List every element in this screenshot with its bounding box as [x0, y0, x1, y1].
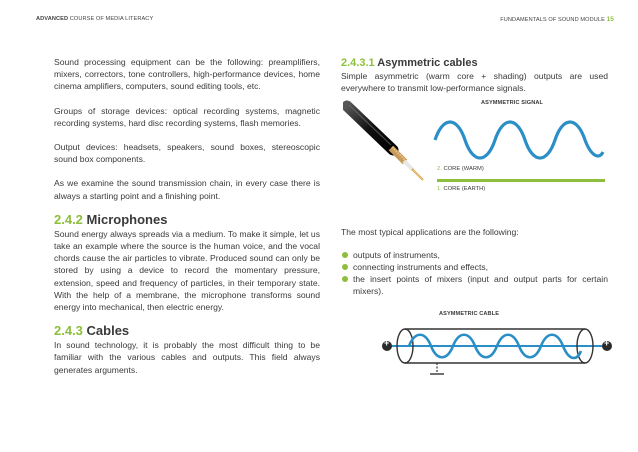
asymmetric-cable-figure	[341, 307, 608, 397]
label-core-earth-number: 1.	[437, 186, 442, 193]
heading-microphones	[54, 212, 320, 228]
heading-microphones-title: Microphones	[82, 211, 168, 227]
paragraph-chain: As we examine the sound transmission chain, in every case there is always a starting point and a finishing point.	[54, 178, 320, 201]
bullet-dot-icon	[342, 264, 348, 270]
terminal-plus-right: +	[604, 338, 610, 349]
right-column	[341, 56, 608, 397]
bullet-dot-icon	[342, 252, 348, 258]
cable-photo-illustration	[343, 98, 433, 188]
sine-wave-warm-core	[435, 122, 603, 158]
heading-asymmetric-cables	[341, 56, 608, 70]
label-core-warm-number: 2.	[437, 166, 442, 173]
running-header-left	[36, 16, 153, 22]
terminal-plus-left: +	[384, 338, 390, 349]
header-course-bold: ADVANCED	[36, 16, 69, 22]
bullet-dot-icon	[342, 276, 348, 282]
label-core-warm-text: CORE (WARM)	[441, 166, 484, 173]
earth-line	[437, 179, 605, 182]
list-item	[341, 249, 608, 261]
cable-diagram-graphic	[377, 321, 617, 383]
list-item	[341, 273, 608, 297]
paragraph-processing: Sound processing equipment can be the following: preamplifiers, mixers, correctors, tone controllers, high-performance devices, home cinema amplifiers, computers, sound editing tools, etc.	[54, 57, 320, 92]
sine-wave-graphic	[433, 112, 605, 168]
list-item-text: the insert points of mixers (input and output parts for certain mixers).	[353, 274, 608, 297]
list-item-text: connecting instruments and effects,	[353, 261, 489, 272]
list-item	[341, 261, 608, 273]
paragraph-asymmetric: Simple asymmetric (warm core + shading) outputs are used everywhere to transmit low-performance signals.	[341, 71, 608, 94]
heading-cables	[54, 323, 320, 339]
paragraph-storage: Groups of storage devices: optical recording systems, magnetic recording systems, hard disc recording systems, flash memories.	[54, 105, 320, 128]
paragraph-applications-intro: The most typical applications are the following:	[341, 227, 519, 238]
heading-microphones-number: 2.4.2	[54, 211, 83, 227]
page-number: 15	[606, 16, 614, 23]
running-header-right	[500, 16, 614, 23]
label-core-earth	[437, 186, 485, 192]
applications-list	[341, 249, 608, 298]
asymmetric-signal-figure	[341, 94, 608, 194]
list-item-text: outputs of instruments,	[353, 249, 440, 260]
paragraph-output: Output devices: headsets, speakers, sound boxes, stereoscopic sound box components.	[54, 142, 320, 165]
label-core-warm	[437, 166, 484, 172]
paragraph-cables: In sound technology, it is probably the most difficult thing to be familiar with the various cables and outputs. This field always generates arguments.	[54, 340, 320, 375]
heading-cables-title: Cables	[82, 323, 130, 339]
paragraph-microphones: Sound energy always spreads via a medium. To make it simple, let us take an example where the source is the human voice, and the vocal chords cause the air particles to vibrate. Produced sound can only be stored by using a device to record the momentary pressure, extension, speed and frequency of particles, in their temporary state. With the help of a membrane, the microphone transforms sound energy into mechanical, then electric energy.	[54, 228, 320, 313]
header-course-rest: COURSE OF MEDIA LITERACY	[68, 16, 154, 22]
cable-figure-title: ASYMMETRIC CABLE	[439, 311, 500, 318]
label-core-earth-text: CORE (EARTH)	[441, 186, 486, 193]
signal-figure-title: ASYMMETRIC SIGNAL	[481, 100, 543, 107]
heading-asymmetric-number: 2.4.3.1	[341, 57, 375, 69]
heading-asymmetric-title: Asymmetric cables	[374, 57, 478, 69]
header-module: FUNDAMENTALS OF SOUND MODULE	[500, 17, 605, 23]
left-column	[54, 56, 320, 376]
heading-cables-number: 2.4.3	[54, 323, 83, 339]
